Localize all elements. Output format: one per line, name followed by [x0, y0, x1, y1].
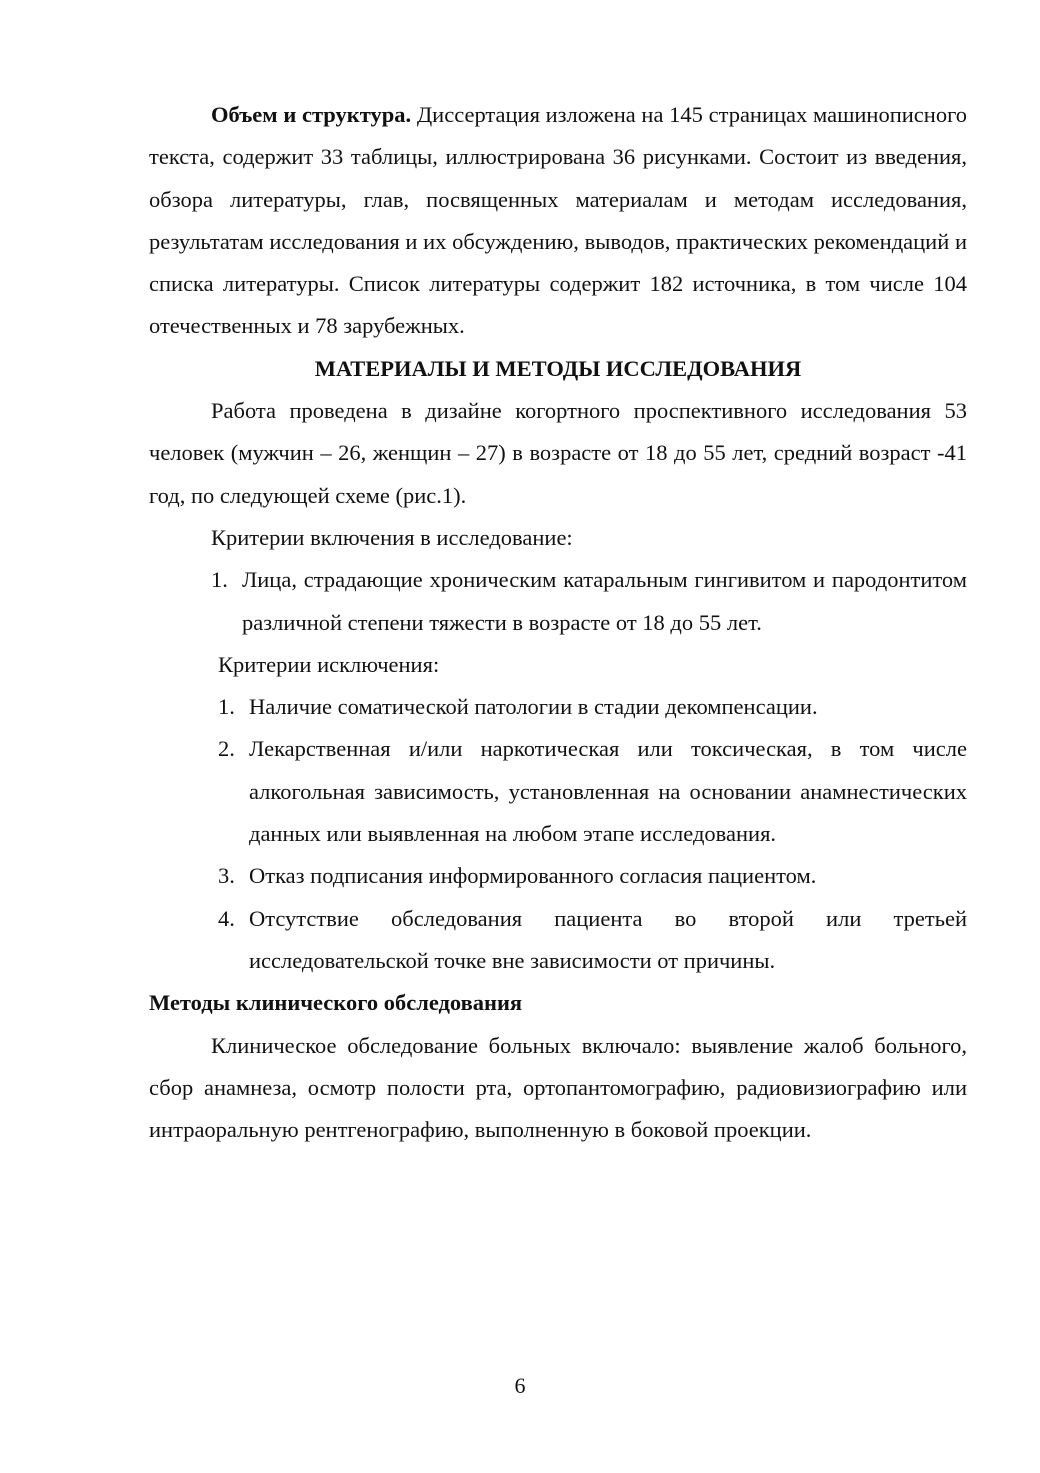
exclusion-item-number: 2. — [218, 736, 235, 762]
page-number: 6 — [514, 1373, 526, 1398]
exclusion-item-text: Наличие соматической патологии в стадии декомпенсации. — [249, 694, 818, 720]
exclusion-item-number: 3. — [218, 863, 235, 889]
page-content — [149, 94, 967, 1151]
exclusion-item — [218, 728, 967, 855]
exclusion-item — [218, 855, 967, 897]
exclusion-item — [218, 686, 967, 728]
inclusion-criteria-list — [149, 559, 967, 644]
intro-label: Объем и структура. — [211, 102, 412, 127]
exclusion-item-number: 4. — [218, 905, 235, 931]
methods-heading: Методы клинического обследования — [149, 990, 523, 1016]
inclusion-criteria-label: Критерии включения в исследование: — [211, 524, 573, 550]
intro-text: Диссертация изложена на 145 страницах машинописного текста, содержит 33 таблицы, иллюстрирована 36 рисунками. Состоит из введения, обзора литературы, глав, посвященных материалам и методам исследования, результатам исследования и их обсуждению, выводов, практических рекомендаций и списка литературы. Список литературы содержит 182 источника, в том числе 104 отечественных и 78 зарубежных. — [149, 102, 968, 339]
inclusion-item-number: 1. — [211, 567, 228, 593]
exclusion-criteria-list — [149, 686, 967, 982]
exclusion-item-text: Отказ подписания информированного согласия пациентом. — [249, 863, 817, 889]
exclusion-item-number: 1. — [218, 694, 235, 720]
section-heading: МАТЕРИАЛЫ И МЕТОДЫ ИССЛЕДОВАНИЯ — [314, 355, 802, 381]
design-paragraph: Работа проведена в дизайне когортного проспективного исследования 53 человек (мужчин – 26, женщин – 27) в возрасте от 18 до 55 лет, средний возраст -41 год, по следующей схеме (рис.1). — [149, 398, 967, 508]
exclusion-criteria-label: Критерии исключения: — [218, 651, 440, 677]
inclusion-item-text: Лица, страдающие хроническим катаральным гингивитом и пародонтитом различной степени тяжести в возрасте от 18 до 55 лет. — [242, 567, 967, 635]
methods-paragraph: Клиническое обследование больных включало: выявление жалоб больного, сбор анамнеза, осмотр полости рта, ортопантомографию, радиовизиографию или интраоральную рентгенографию, выполненную в боковой проекции. — [149, 1032, 967, 1143]
exclusion-item — [218, 898, 967, 983]
intro-paragraph — [149, 94, 967, 348]
exclusion-item-text: Отсутствие обследования пациента во второй или третьей исследовательской точке вне зависимости от причины. — [249, 905, 967, 973]
exclusion-item-text: Лекарственная и/или наркотическая или токсическая, в том числе алкогольная зависимость, установленная на основании анамнестических данных или выявленная на любом этапе исследования. — [249, 736, 967, 847]
inclusion-item — [211, 559, 967, 644]
